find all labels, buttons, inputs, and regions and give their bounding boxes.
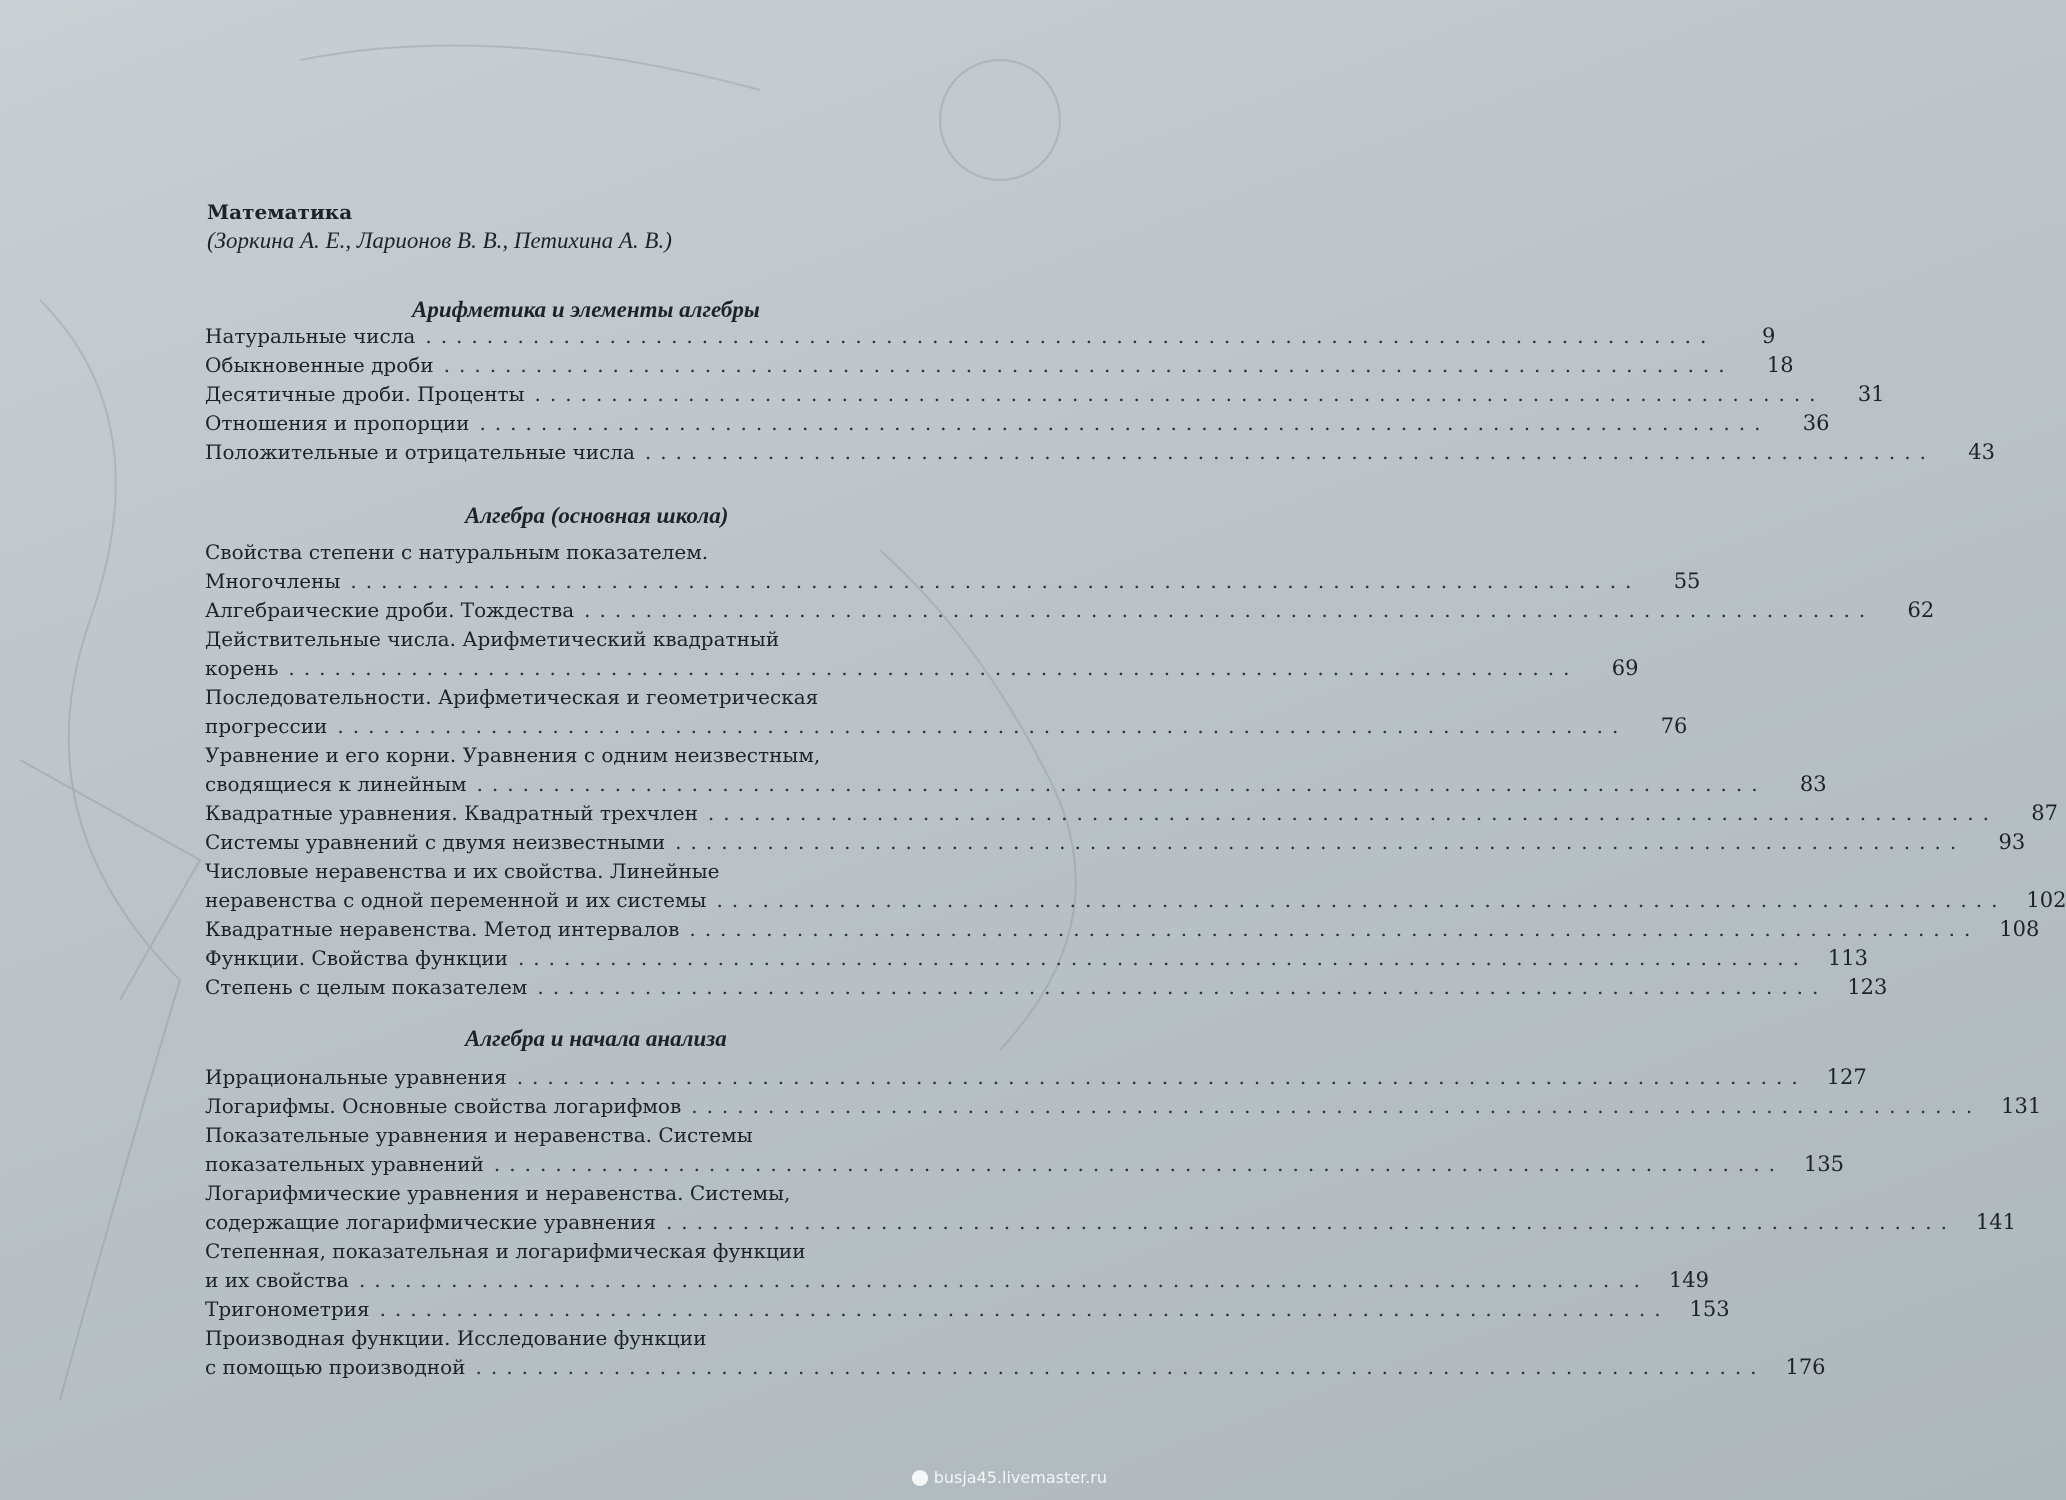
leader-dots: .................................................................................... — [337, 714, 1628, 738]
entry-title: прогрессии — [205, 714, 328, 738]
section-title: Алгебра и начала анализа — [465, 1026, 727, 1051]
entry-page-number: 69 — [1611, 656, 1639, 680]
watermark-text: busja45.livemaster.ru — [933, 1468, 1107, 1487]
leader-dots: .................................................................................... — [288, 656, 1579, 680]
toc-entry[interactable] — [205, 351, 1794, 380]
entry-title: неравенства с одной переменной и их системы — [205, 888, 707, 912]
toc-section-3 — [205, 1063, 2042, 1382]
leader-dots: .................................................................................... — [479, 411, 1770, 435]
leader-dots: .................................................................................... — [516, 1065, 1807, 1089]
entry-page-number: 141 — [1975, 1210, 2016, 1234]
entry-title: Квадратные уравнения. Квадратный трехчлен — [205, 801, 698, 825]
entry-title: и их свойства — [205, 1268, 349, 1292]
entry-page-number: 135 — [1803, 1152, 1844, 1176]
leader-dots: .................................................................................... — [665, 1210, 1956, 1234]
toc-entry[interactable] — [205, 1121, 1844, 1179]
toc-entry[interactable] — [205, 1237, 1709, 1295]
entry-page-number: 102 — [2026, 888, 2066, 912]
toc-entry[interactable] — [205, 799, 2058, 828]
leader-dots: .................................................................................... — [689, 917, 1980, 941]
toc-entry[interactable] — [205, 683, 1688, 741]
leader-dots: .................................................................................... — [493, 1152, 1784, 1176]
entry-page-number: 62 — [1907, 598, 1935, 622]
entry-title: содержащие логарифмические уравнения — [205, 1210, 656, 1234]
entry-title: Натуральные числа — [205, 324, 416, 348]
entry-title: корень — [205, 656, 279, 680]
entry-title: показательных уравнений — [205, 1152, 484, 1176]
entry-page-number: 31 — [1857, 382, 1885, 406]
leader-dots: .................................................................................... — [584, 598, 1875, 622]
entry-title-line: Степенная, показательная и логарифмическая функции — [205, 1239, 806, 1263]
toc-entry[interactable] — [205, 596, 1935, 625]
leader-dots: .................................................................................... — [716, 888, 2007, 912]
entry-title: Отношения и пропорции — [205, 411, 470, 435]
entry-title: с помощью производной — [205, 1355, 466, 1379]
toc-entry[interactable] — [205, 1324, 1826, 1382]
entry-title-line: Числовые неравенства и их свойства. Линейные — [205, 859, 720, 883]
leader-dots: .................................................................................... — [425, 324, 1716, 348]
entry-page-number: 43 — [1968, 440, 1995, 464]
toc-entry[interactable] — [205, 1295, 1730, 1324]
entry-page-number: 18 — [1766, 353, 1794, 377]
leader-dots: .................................................................................... — [517, 946, 1808, 970]
entry-page-number: 123 — [1847, 975, 1888, 999]
livemaster-logo-icon — [912, 1470, 928, 1486]
entry-title: Системы уравнений с двумя неизвестными — [205, 830, 666, 854]
toc-entry[interactable] — [205, 944, 1868, 973]
entry-page-number: 153 — [1689, 1297, 1730, 1321]
entry-page-number: 83 — [1799, 772, 1827, 796]
leader-dots: .................................................................................... — [644, 440, 1935, 464]
leader-dots: .................................................................................... — [537, 975, 1828, 999]
entry-title: Функции. Свойства функции — [205, 946, 508, 970]
entry-page-number: 176 — [1785, 1355, 1826, 1379]
toc-entry[interactable] — [205, 828, 2026, 857]
toc-entry[interactable] — [205, 380, 1885, 409]
entry-page-number: 87 — [2031, 801, 2058, 825]
book-authors: (Зоркина А. Е., Ларионов В. В., Петихина А. В.) — [207, 228, 672, 253]
entry-title-line: Уравнение и его корни. Уравнения с одним неизвестным, — [205, 743, 821, 767]
section-title: Арифметика и элементы алгебры — [412, 297, 760, 322]
entry-title: сводящиеся к линейным — [205, 772, 467, 796]
entry-title: Обыкновенные дроби — [205, 353, 434, 377]
entry-title-line: Действительные числа. Арифметический квадратный — [205, 627, 780, 651]
toc-entry[interactable] — [205, 857, 2066, 915]
leader-dots: .................................................................................... — [476, 772, 1767, 796]
entry-title: Логарифмы. Основные свойства логарифмов — [205, 1094, 682, 1118]
entry-page-number: 113 — [1827, 946, 1868, 970]
entry-title: Алгебраические дроби. Тождества — [205, 598, 575, 622]
leader-dots: .................................................................................... — [358, 1268, 1649, 1292]
toc-section-1 — [205, 322, 1995, 467]
entry-title: Десятичные дроби. Проценты — [205, 382, 525, 406]
entry-page-number: 127 — [1826, 1065, 1867, 1089]
entry-title: Иррациональные уравнения — [205, 1065, 507, 1089]
leader-dots: .................................................................................... — [443, 353, 1734, 377]
leader-dots: .................................................................................... — [475, 1355, 1766, 1379]
toc-entry[interactable] — [205, 322, 1776, 351]
entry-page-number: 149 — [1668, 1268, 1709, 1292]
entry-title-line: Логарифмические уравнения и неравенства. Системы, — [205, 1181, 791, 1205]
leader-dots: .................................................................................... — [675, 830, 1966, 854]
toc-section-2 — [205, 538, 2066, 1002]
entry-title: Тригонометрия — [205, 1297, 370, 1321]
entry-title: Квадратные неравенства. Метод интервалов — [205, 917, 680, 941]
toc-entry[interactable] — [205, 973, 1888, 1002]
entry-page-number: 108 — [1999, 917, 2040, 941]
toc-entry[interactable] — [205, 1179, 2016, 1237]
toc-entry[interactable] — [205, 1063, 1867, 1092]
toc-entry[interactable] — [205, 625, 1639, 683]
leader-dots: .................................................................................... — [691, 1094, 1982, 1118]
entry-title: Степень с целым показателем — [205, 975, 528, 999]
section-title: Алгебра (основная школа) — [465, 503, 729, 528]
entry-title: Многочлены — [205, 569, 341, 593]
leader-dots: .................................................................................... — [707, 801, 1998, 825]
entry-title-line: Свойства степени с натуральным показателем. — [205, 540, 709, 564]
entry-page-number: 55 — [1673, 569, 1701, 593]
leader-dots: .................................................................................... — [534, 382, 1825, 406]
toc-entry[interactable] — [205, 1092, 2042, 1121]
entry-page-number: 131 — [2001, 1094, 2042, 1118]
entry-title-line: Показательные уравнения и неравенства. Системы — [205, 1123, 753, 1147]
entry-title-line: Производная функции. Исследование функции — [205, 1326, 707, 1350]
leader-dots: .................................................................................... — [379, 1297, 1670, 1321]
toc-entry[interactable] — [205, 438, 1995, 467]
toc-entry[interactable] — [205, 915, 2040, 944]
toc-entry[interactable] — [205, 538, 1701, 596]
watermark — [912, 1468, 1107, 1487]
book-title: Математика — [207, 200, 353, 224]
toc-entry[interactable] — [205, 741, 1827, 799]
entry-page-number: 93 — [1998, 830, 2026, 854]
entry-title: Положительные и отрицательные числа — [205, 440, 635, 464]
toc-entry[interactable] — [205, 409, 1830, 438]
entry-page-number: 76 — [1660, 714, 1688, 738]
leader-dots: .................................................................................... — [350, 569, 1641, 593]
entry-page-number: 36 — [1802, 411, 1830, 435]
entry-page-number: 9 — [1762, 324, 1776, 348]
entry-title-line: Последовательности. Арифметическая и геометрическая — [205, 685, 819, 709]
